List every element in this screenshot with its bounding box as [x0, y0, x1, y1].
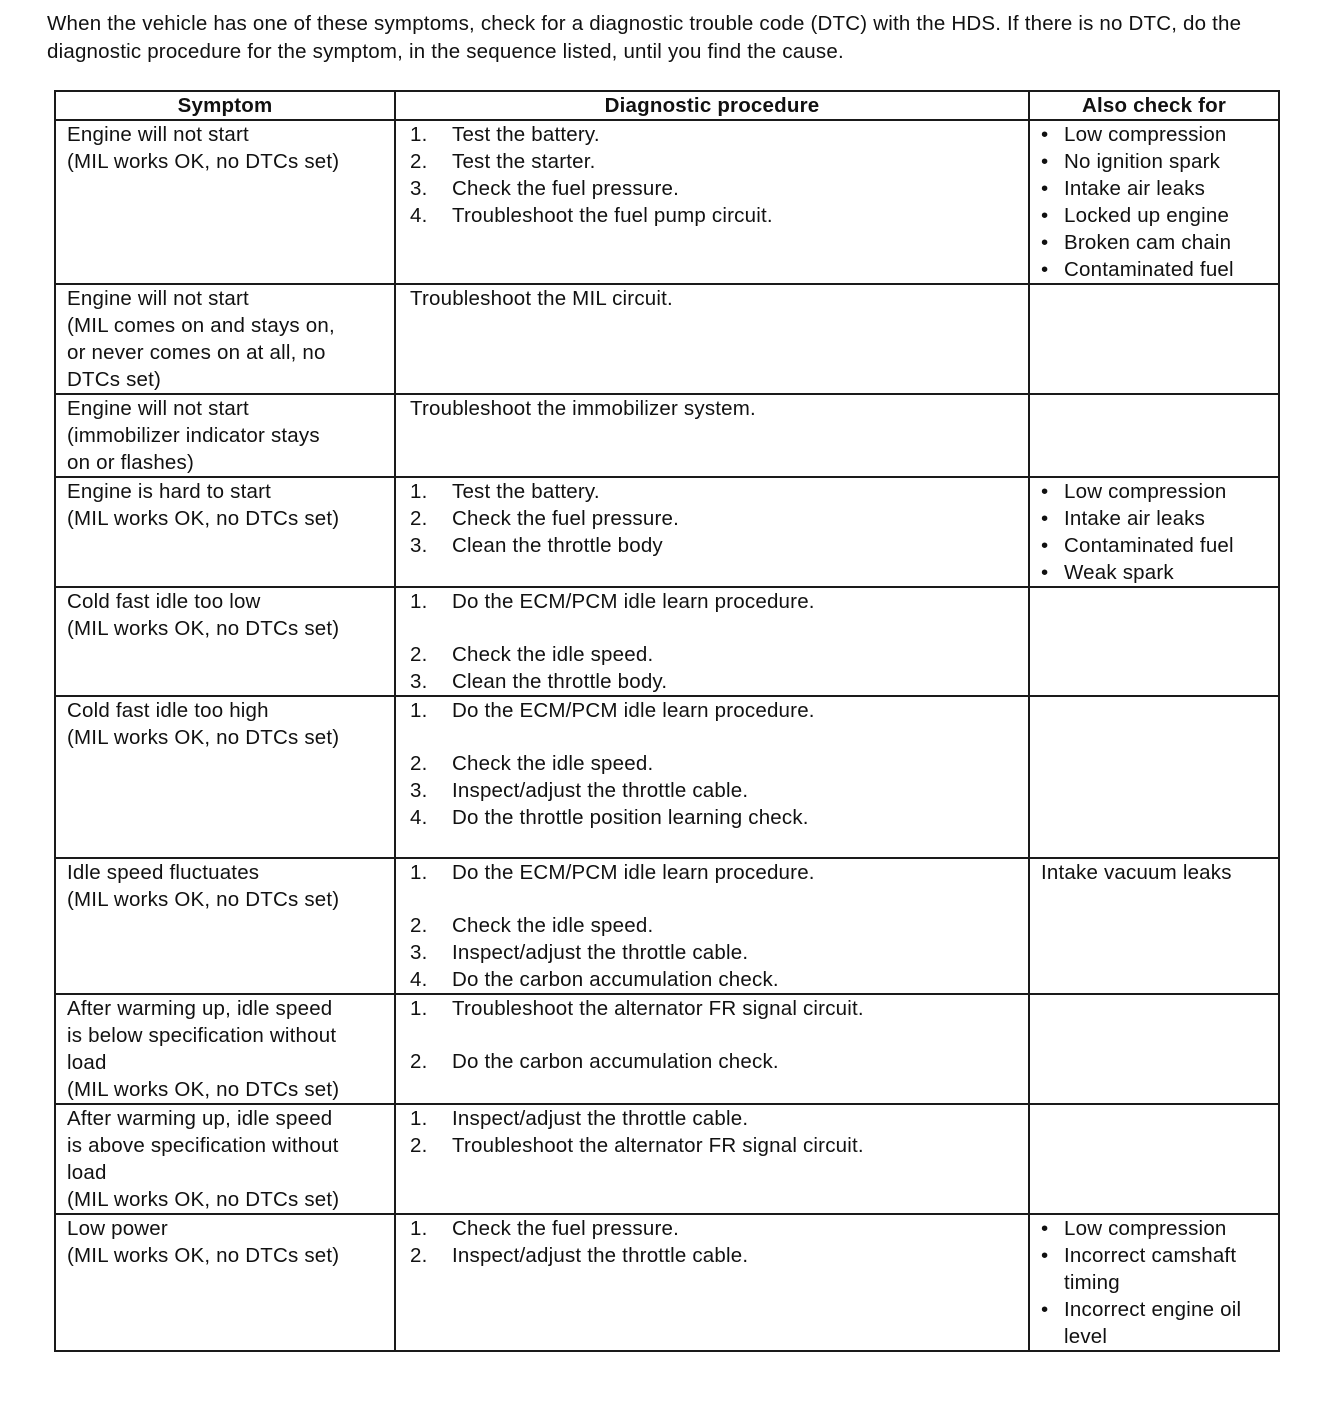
procedure-cell	[395, 858, 1029, 994]
symptom-cell	[55, 994, 395, 1104]
also-check-item: • Weak spark	[1041, 561, 1174, 584]
intro-paragraph: When the vehicle has one of these symptoms, check for a diagnostic trouble code (DTC) with the HDS. If there is no DTC, do the diagnostic procedure for the symptom, in the sequence listed, until you find the cause.	[47, 12, 1242, 63]
procedure-step: 4. Do the carbon accumulation check.	[410, 968, 779, 991]
procedure-cell	[395, 1104, 1029, 1214]
bullet-icon: •	[1041, 177, 1049, 200]
symptom-line: (MIL comes on and stays on,	[67, 314, 335, 337]
procedure-text: Troubleshoot the immobilizer system.	[410, 397, 756, 420]
procedure-step: 2. Troubleshoot the alternator FR signal circuit.	[410, 1134, 864, 1157]
symptom-cell	[55, 394, 395, 477]
also-check-cell	[1029, 120, 1279, 284]
symptom-line: is below specification without	[67, 1024, 337, 1047]
bullet-icon: •	[1041, 534, 1049, 557]
procedure-step: 3. Clean the throttle body.	[410, 670, 668, 693]
procedure-step: 1. Do the ECM/PCM idle learn procedure.	[410, 699, 815, 722]
symptom-line: or never comes on at all, no	[67, 341, 326, 364]
also-check-item: • Incorrect camshaft timing	[1041, 1244, 1237, 1294]
also-check-cell	[1029, 284, 1279, 394]
symptom-line: Idle speed fluctuates	[67, 861, 260, 884]
symptom-line: (MIL works OK, no DTCs set)	[67, 150, 340, 173]
symptom-cell	[55, 284, 395, 394]
also-check-item: • Intake air leaks	[1041, 507, 1206, 530]
procedure-step: 2. Test the starter.	[410, 150, 596, 173]
procedure-cell	[395, 994, 1029, 1104]
procedure-cell	[395, 394, 1029, 477]
table-row	[55, 120, 1279, 284]
symptom-cell	[55, 858, 395, 994]
bullet-icon: •	[1041, 480, 1049, 503]
table-row	[55, 696, 1279, 858]
also-check-header: Also check for	[1029, 91, 1279, 120]
also-check-cell	[1029, 696, 1279, 858]
procedure-cell	[395, 284, 1029, 394]
table-row	[55, 1104, 1279, 1214]
procedure-step: 1. Do the ECM/PCM idle learn procedure.	[410, 861, 815, 884]
procedure-step: 3. Inspect/adjust the throttle cable.	[410, 941, 749, 964]
symptom-line: Cold fast idle too low	[67, 590, 261, 613]
also-check-text: Intake vacuum leaks	[1041, 861, 1232, 884]
symptom-cell	[55, 477, 395, 587]
also-check-item: • Intake air leaks	[1041, 177, 1206, 200]
also-check-item: • Low compression	[1041, 123, 1227, 146]
procedure-cell	[395, 1214, 1029, 1351]
also-check-cell	[1029, 477, 1279, 587]
procedure-step: 1. Test the battery.	[410, 480, 600, 503]
symptom-line: (MIL works OK, no DTCs set)	[67, 1078, 340, 1101]
bullet-icon: •	[1041, 1217, 1049, 1240]
procedure-step: 3. Check the fuel pressure.	[410, 177, 679, 200]
procedure-cell	[395, 477, 1029, 587]
symptom-line: After warming up, idle speed	[67, 997, 333, 1020]
symptom-cell	[55, 587, 395, 696]
procedure-header: Diagnostic procedure	[395, 91, 1029, 120]
symptom-line: (MIL works OK, no DTCs set)	[67, 1188, 340, 1211]
procedure-step: 1. Do the ECM/PCM idle learn procedure.	[410, 590, 815, 613]
table-row	[55, 587, 1279, 696]
also-check-item: • No ignition spark	[1041, 150, 1221, 173]
procedure-step: 2. Do the carbon accumulation check.	[410, 1050, 779, 1073]
symptom-line: load	[67, 1051, 107, 1074]
bullet-icon: •	[1041, 507, 1049, 530]
symptom-line: (MIL works OK, no DTCs set)	[67, 1244, 340, 1267]
symptom-line: Engine will not start	[67, 123, 249, 146]
bullet-icon: •	[1041, 123, 1049, 146]
table-row	[55, 858, 1279, 994]
procedure-cell	[395, 120, 1029, 284]
procedure-step: 1. Inspect/adjust the throttle cable.	[410, 1107, 749, 1130]
bullet-icon: •	[1041, 1298, 1049, 1321]
symptom-line: is above specification without	[67, 1134, 339, 1157]
symptom-line: (MIL works OK, no DTCs set)	[67, 888, 340, 911]
also-check-cell	[1029, 1104, 1279, 1214]
bullet-icon: •	[1041, 258, 1049, 281]
procedure-step: 2. Inspect/adjust the throttle cable.	[410, 1244, 749, 1267]
symptom-line: Engine will not start	[67, 397, 249, 420]
symptom-line: on or flashes)	[67, 451, 195, 474]
procedure-step: 4. Troubleshoot the fuel pump circuit.	[410, 204, 773, 227]
procedure-step: 2. Check the idle speed.	[410, 914, 654, 937]
also-check-item: • Locked up engine	[1041, 204, 1230, 227]
also-check-cell	[1029, 1214, 1279, 1351]
symptom-line: Cold fast idle too high	[67, 699, 269, 722]
symptom-line: (MIL works OK, no DTCs set)	[67, 507, 340, 530]
bullet-icon: •	[1041, 231, 1049, 254]
symptom-line: load	[67, 1161, 107, 1184]
symptom-line: Low power	[67, 1217, 168, 1240]
procedure-step: 1. Check the fuel pressure.	[410, 1217, 679, 1240]
also-check-cell	[1029, 858, 1279, 994]
also-check-item: • Contaminated fuel	[1041, 258, 1234, 281]
procedure-cell	[395, 696, 1029, 858]
bullet-icon: •	[1041, 204, 1049, 227]
procedure-step: 1. Troubleshoot the alternator FR signal circuit.	[410, 997, 864, 1020]
procedure-step: 2. Check the fuel pressure.	[410, 507, 679, 530]
symptom-cell	[55, 120, 395, 284]
procedure-cell	[395, 587, 1029, 696]
table-row	[55, 1214, 1279, 1351]
procedure-step: 1. Test the battery.	[410, 123, 600, 146]
symptom-cell	[55, 1104, 395, 1214]
also-check-cell	[1029, 994, 1279, 1104]
table-row	[55, 994, 1279, 1104]
bullet-icon: •	[1041, 561, 1049, 584]
table-header-row	[55, 91, 1279, 120]
diagnostic-table	[54, 90, 1280, 1352]
also-check-item: • Low compression	[1041, 480, 1227, 503]
symptom-header: Symptom	[55, 91, 395, 120]
procedure-step: 2. Check the idle speed.	[410, 643, 654, 666]
symptom-line: (MIL works OK, no DTCs set)	[67, 617, 340, 640]
procedure-text: Troubleshoot the MIL circuit.	[410, 287, 673, 310]
bullet-icon: •	[1041, 1244, 1049, 1267]
table-row	[55, 394, 1279, 477]
also-check-item: • Low compression	[1041, 1217, 1227, 1240]
symptom-line: Engine is hard to start	[67, 480, 272, 503]
also-check-item: • Contaminated fuel	[1041, 534, 1234, 557]
also-check-cell	[1029, 394, 1279, 477]
also-check-cell	[1029, 587, 1279, 696]
table-row	[55, 477, 1279, 587]
procedure-step: 3. Inspect/adjust the throttle cable.	[410, 779, 749, 802]
bullet-icon: •	[1041, 150, 1049, 173]
table-row	[55, 284, 1279, 394]
procedure-step: 2. Check the idle speed.	[410, 752, 654, 775]
symptom-line: (immobilizer indicator stays	[67, 424, 320, 447]
symptom-line: DTCs set)	[67, 368, 162, 391]
symptom-cell	[55, 1214, 395, 1351]
procedure-step: 4. Do the throttle position learning check.	[410, 806, 809, 829]
also-check-item: • Incorrect engine oil level	[1041, 1298, 1242, 1348]
procedure-step: 3. Clean the throttle body	[410, 534, 663, 557]
symptom-line: After warming up, idle speed	[67, 1107, 333, 1130]
symptom-line: (MIL works OK, no DTCs set)	[67, 726, 340, 749]
symptom-line: Engine will not start	[67, 287, 249, 310]
also-check-item: • Broken cam chain	[1041, 231, 1232, 254]
symptom-cell	[55, 696, 395, 858]
